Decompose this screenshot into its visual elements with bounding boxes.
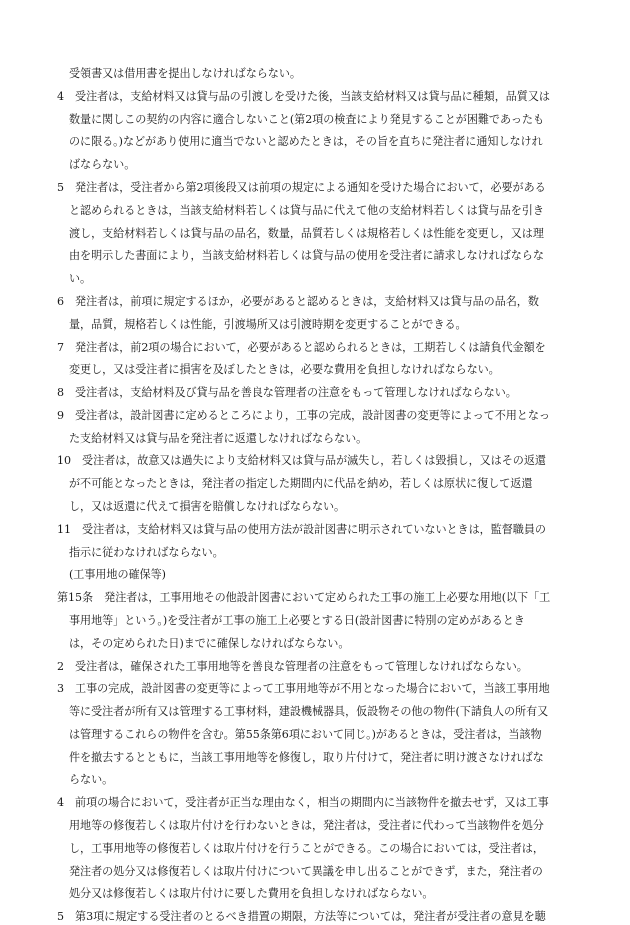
section-heading: (工事用地の確保等): [69, 568, 166, 581]
text-line: 件を撤去するとともに，当該工事用地等を修復し，取り片付けて，発注者に明け渡さなければな: [69, 751, 544, 764]
text-line: 4 前項の場合において，受注者が正当な理由なく，相当の期間内に当該物件を撤去せず，又は工事: [57, 796, 549, 809]
text-line: 受領書又は借用書を提出しなければならない。: [69, 67, 301, 80]
article-heading-line: 第15条 発注者は，工事用地その他設計図書において定められた工事の施工上必要な用地(以下「工: [57, 591, 551, 604]
text-line: は，その定められた日)までに確保しなければならない。: [69, 637, 350, 650]
text-line: 7 発注者は，前2項の場合において，必要があると認められるときは，工期若しくは請負代金額を: [57, 341, 546, 354]
text-line: 5 第3項に規定する受注者のとるべき措置の期限，方法等については，発注者が受注者の意見を聴: [57, 910, 546, 923]
text-line: 指示に従わなければならない。: [69, 546, 224, 559]
text-line: 変更し，又は受注者に損害を及ぼしたときは，必要な費用を負担しなければならない。: [69, 363, 500, 376]
text-line: 2 受注者は，確保された工事用地等を善良な管理者の注意をもって管理しなければならない。: [57, 660, 528, 673]
text-line: 4 受注者は，支給材料又は貸与品の引渡しを受けた後，当該支給材料又は貸与品に種類，品質又は: [57, 90, 550, 103]
text-line: 5 発注者は，受注者から第2項後段又は前項の規定による通知を受けた場合において，必要がある: [57, 181, 546, 194]
text-line: い。: [69, 272, 92, 285]
text-line: は管理するこれらの物件を含む。第55条第6項において同じ。)があるときは，受注者は，当該物: [69, 728, 542, 741]
text-line: し，又は返還に代えて損害を賠償しなければならない。: [69, 500, 346, 513]
text-line: 11 受注者は，支給材料又は貸与品の使用方法が設計図書に明示されていないときは，監督職員の: [57, 523, 546, 536]
text-line: のに限る。)などがあり使用に適当でないと認めたときは，その旨を直ちに発注者に通知しなけれ: [69, 135, 543, 148]
text-line: 量，品質，規格若しくは性能，引渡場所又は引渡時期を変更することができる。: [69, 318, 467, 331]
text-line: 10 受注者は，故意又は過失により支給材料又は貸与品が滅失し，若しくは毀損し，又はその返還: [57, 454, 546, 467]
text-line: 等に受注者が所有又は管理する工事材料，建設機械器具，仮設物その他の物件(下請負人の所有又: [69, 705, 549, 718]
text-line: らない。: [69, 773, 114, 786]
text-line: 発注者の処分又は修復若しくは取片付けについて異議を申し出ることができず，また，発注者の: [69, 865, 543, 878]
text-line: が不可能となったときは，発注者の指定した期間内に代品を納め，若しくは原状に復して返還: [69, 477, 533, 490]
text-line: と認められるときは，当該支給材料若しくは貸与品に代えて他の支給材料若しくは貸与品を引き: [69, 204, 544, 217]
text-line: 渡し，支給材料若しくは貸与品の品名，数量，品質若しくは規格若しくは性能を変更し，又は理: [69, 227, 544, 240]
text-line: ばならない。: [69, 158, 136, 171]
text-line: 9 受注者は，設計図書に定めるところにより，工事の完成，設計図書の変更等によって不用となっ: [57, 409, 550, 422]
text-line: 処分又は修復若しくは取片付けに要した費用を負担しなければならない。: [69, 887, 434, 900]
text-line: 3 工事の完成，設計図書の変更等によって工事用地等が不用となった場合において，当該工事用地: [57, 682, 550, 695]
text-line: た支給材料又は貸与品を発注者に返還しなければならない。: [69, 432, 368, 445]
text-line: 用地等の修復若しくは取片付けを行わないときは，発注者は，受注者に代わって当該物件を処分: [69, 819, 544, 832]
text-line: 6 発注者は，前項に規定するほか，必要があると認めるときは，支給材料又は貸与品の品名，数: [57, 295, 539, 308]
text-line: 数量に関しこの契約の内容に適合しないこと(第2項の検査により発見することが困難であったも: [69, 113, 545, 126]
text-line: し，工事用地等の修復若しくは取片付けを行うことができる。この場合においては，受注者は，: [69, 842, 544, 855]
text-line: 事用地等」という。)を受注者が工事の施工上必要とする日(設計図書に特別の定めがあるとき: [69, 614, 525, 627]
text-line: 8 受注者は，支給材料及び貸与品を善良な管理者の注意をもって管理しなければならない。: [57, 386, 517, 399]
text-line: 由を明示した書面により，当該支給材料若しくは貸与品の使用を受注者に請求しなければならな: [69, 249, 544, 262]
